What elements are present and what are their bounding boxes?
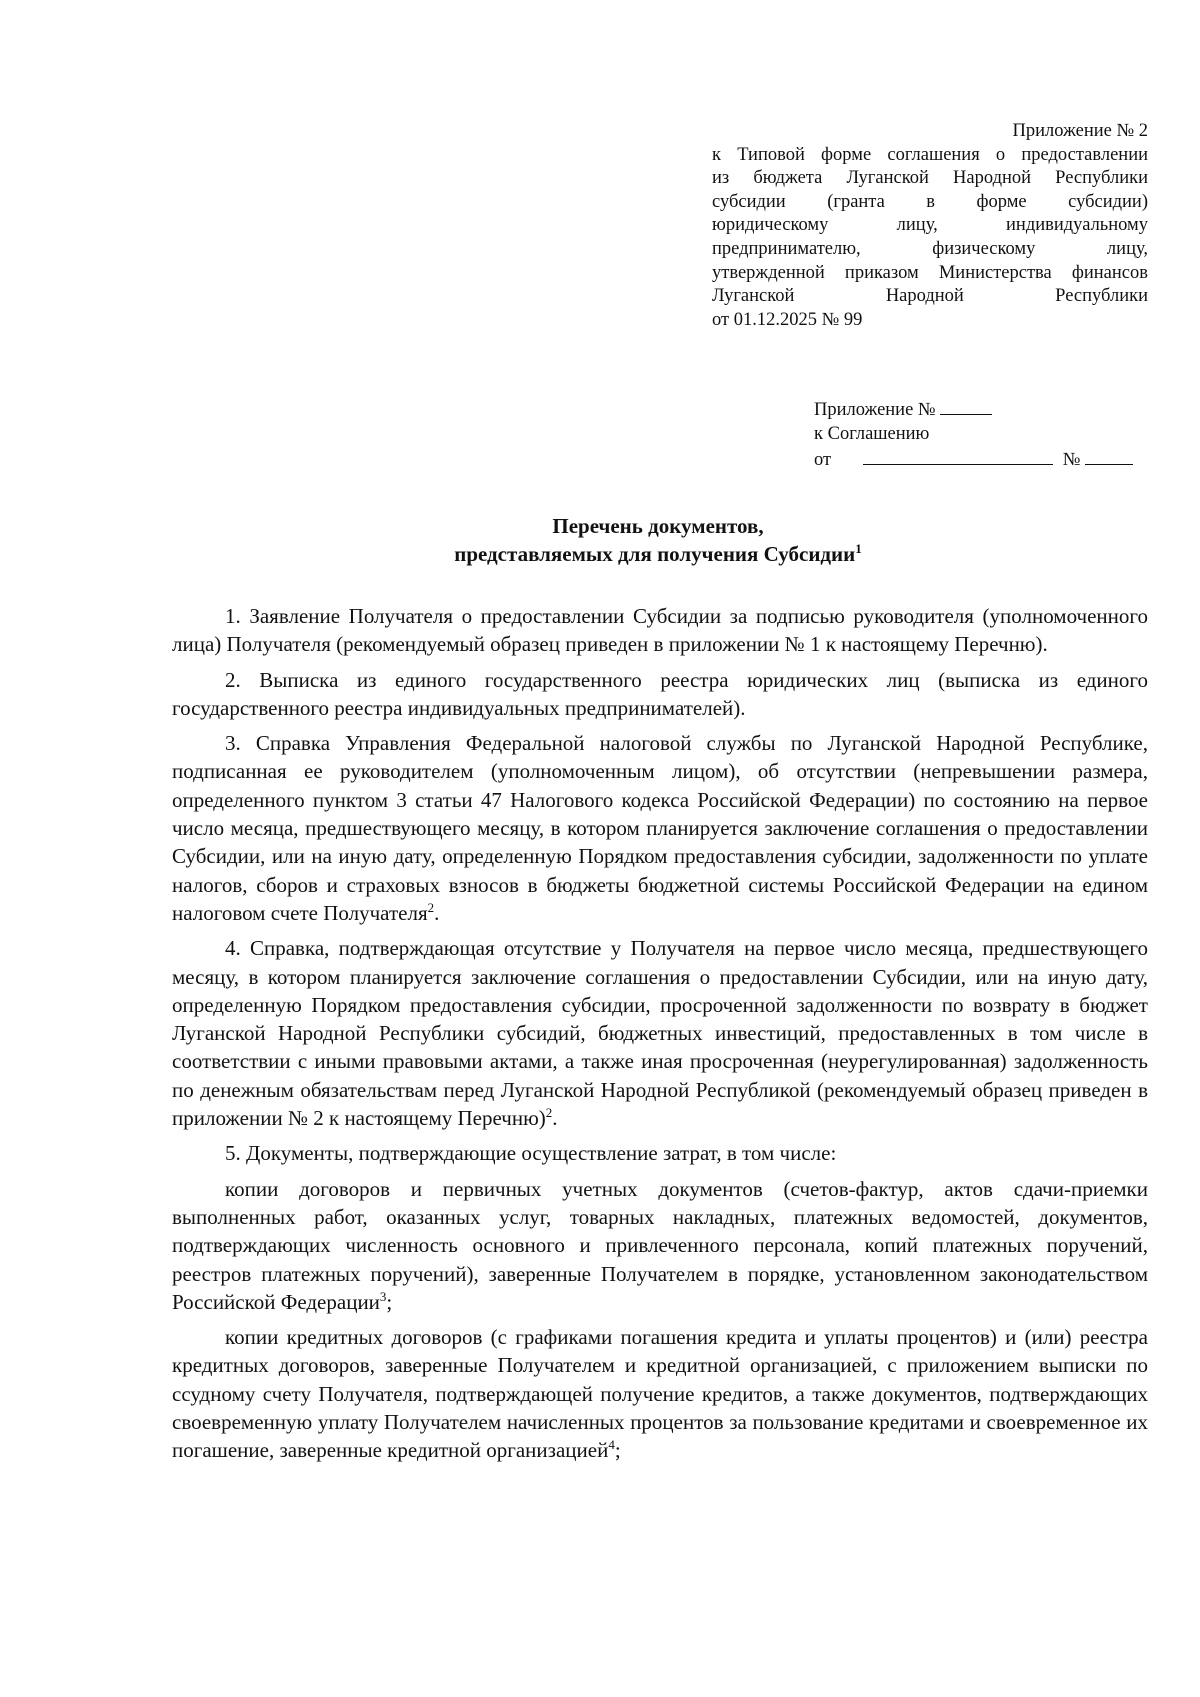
- title-line-2-text: представляемых для получения Субсидии: [454, 542, 856, 566]
- paragraph-7-text: копии кредитных договоров (с графиками погашения кредита и уплаты процентов) и (или) реестра кредитных договоров, заверенные Получателем и кредитной организацией, с приложением выписки по ссудному счету Получателя, подтверждающей получение кредитов, а также документов, подтверждающих своевременную уплату Получателем начисленных процентов за пользование кредитами и своевременное их погашение, заверенные кредитной организацией: [172, 1325, 1148, 1463]
- header-line-7: утвержденной приказом Министерства финансов: [712, 262, 1148, 283]
- paragraph-7-footnote-mark: 4: [608, 1437, 615, 1453]
- paragraph-6-footnote-mark: 3: [379, 1288, 387, 1304]
- paragraph-4-end: .: [552, 1106, 558, 1131]
- paragraph-4-footnote-mark: 2: [545, 1105, 553, 1121]
- paragraph-1-text: 1. Заявление Получателя о предоставлении Субсидии за подписью руководителя (уполномоченного лица) Получателя (рекомендуемый образец приведен в приложении № 1 к настоящему Перечню).: [172, 604, 1148, 657]
- title-line-1: Перечень документов,: [552, 514, 764, 538]
- paragraph-3-footnote-mark: 2: [427, 899, 435, 915]
- paragraph-4: [172, 934, 1148, 1132]
- paragraph-7: [172, 1323, 1148, 1464]
- header-line-2: к Типовой форме соглашения о предоставлении: [712, 144, 1148, 165]
- paragraph-3: [172, 729, 1148, 927]
- paragraph-1: [172, 602, 1148, 659]
- annex-no-label: №: [1062, 450, 1081, 471]
- annex-line-2: к Соглашению: [814, 423, 930, 444]
- paragraph-7-end: ;: [614, 1438, 621, 1463]
- approval-header: [712, 120, 1148, 332]
- paragraph-5-text: 5. Документы, подтверждающие осуществление затрат, в том числе:: [225, 1141, 837, 1166]
- annex-line-3: [814, 446, 1114, 473]
- annex-no-blank: [1085, 446, 1133, 465]
- paragraph-2-text: 2. Выписка из единого государственного реестра юридических лиц (выписка из единого государственного реестра индивидуальных предпринимателей).: [172, 667, 1148, 720]
- annex-number-label: Приложение №: [814, 400, 936, 420]
- paragraph-6-end: ;: [386, 1289, 393, 1314]
- paragraph-5: [172, 1139, 1148, 1167]
- title-line-2: [170, 540, 1146, 568]
- annex-date-blank: [863, 446, 1053, 465]
- title-footnote-mark: 1: [855, 541, 862, 556]
- header-line-3: из бюджета Луганской Народной Республики: [712, 168, 1148, 189]
- paragraph-6: [172, 1175, 1148, 1316]
- header-line-5: юридическому лицу, индивидуальному: [712, 215, 1148, 236]
- paragraph-3-end: .: [434, 900, 440, 925]
- paragraph-6-text: копии договоров и первичных учетных документов (счетов-фактур, актов сдачи-приемки выполненных работ, оказанных услуг, товарных накладных, платежных ведомостей, документов, подтверждающих численность основного и привлеченного персонала, копий платежных поручений, реестров платежных поручений), заверенные Получателем в порядке, установленном законодательством Российской Федерации: [172, 1176, 1148, 1314]
- header-line-1: Приложение № 2: [1012, 121, 1148, 141]
- header-line-4: субсидии (гранта в форме субсидии): [712, 191, 1148, 212]
- annex-block: [814, 396, 1114, 473]
- paragraph-4-text: 4. Справка, подтверждающая отсутствие у Получателя на первое число месяца, предшествующего месяцу, в котором планируется заключение соглашения о предоставлении Субсидии, или на иную дату, определенную Порядком предоставления субсидии, просроченной задолженности по возврату в бюджет Луганской Народной Республики субсидий, бюджетных инвестиций, предоставленных в том числе в соответствии с иными правовыми актами, а также иная просроченная (неурегулированная) задолженность по денежным обязательствам перед Луганской Народной Республикой (рекомендуемый образец приведен в приложении № 2 к настоящему Перечню): [172, 936, 1148, 1131]
- document-title: [170, 512, 1146, 568]
- header-line-6: предпринимателю, физическому лицу,: [712, 238, 1148, 259]
- annex-date-label: от: [814, 450, 832, 471]
- annex-line-1: [814, 396, 1114, 423]
- annex-number-blank: [940, 396, 992, 415]
- paragraph-3-text: 3. Справка Управления Федеральной налоговой службы по Луганской Народной Республике, подписанная ее руководителем (уполномоченным лицом), об отсутствии (непревышении размера, определенного пунктом 3 статьи 47 Налогового кодекса Российской Федерации) по состоянию на первое число месяца, предшествующего месяцу, в котором планируется заключение соглашения о предоставлении Субсидии, или на иную дату, определенную Порядком предоставления субсидии, задолженности по уплате налогов, сборов и страховых взносов в бюджеты бюджетной системы Российской Федерации на едином налоговом счете Получателя: [172, 731, 1148, 925]
- document-body: [172, 602, 1148, 1472]
- header-line-9: от 01.12.2025 № 99: [712, 309, 863, 330]
- header-line-8: Луганской Народной Республики: [712, 286, 1148, 307]
- paragraph-2: [172, 666, 1148, 723]
